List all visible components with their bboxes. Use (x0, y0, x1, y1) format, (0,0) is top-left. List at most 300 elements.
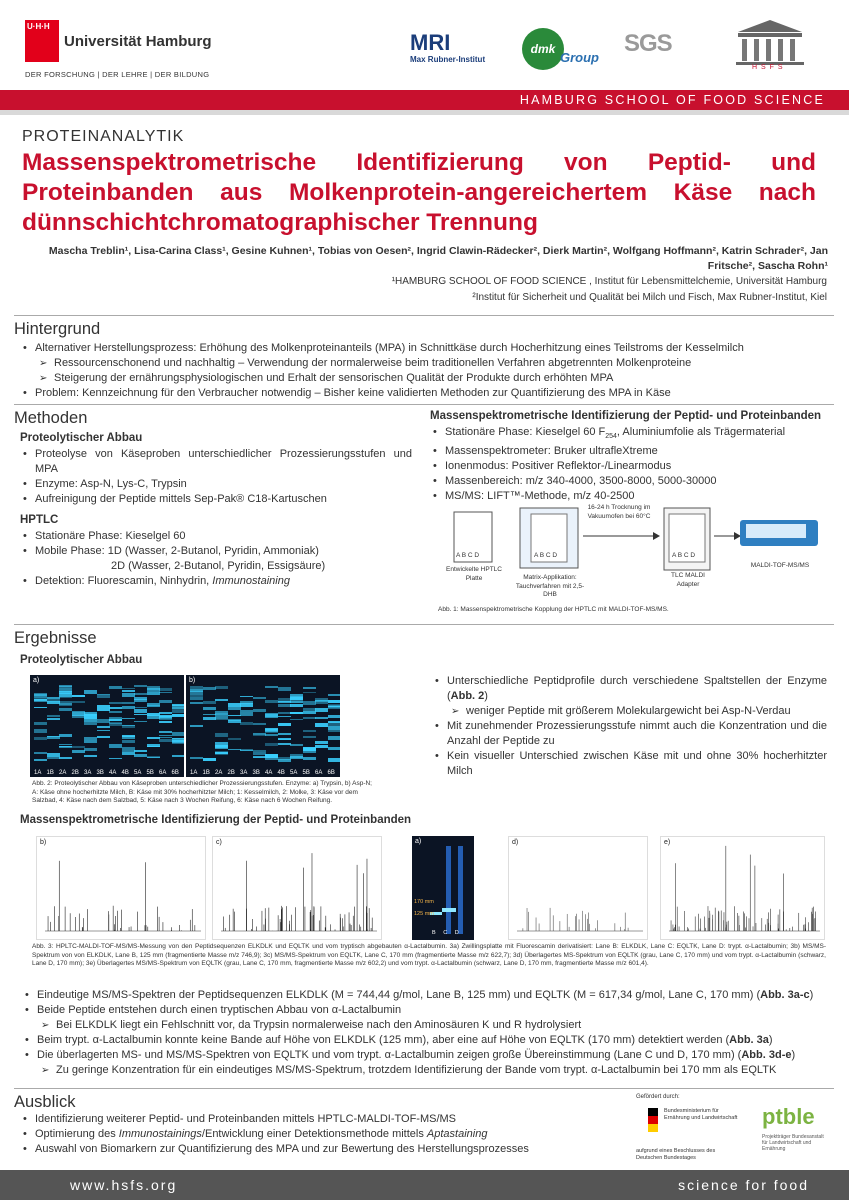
gel-band (278, 712, 291, 714)
gel-lane (290, 679, 303, 767)
gel-lane (59, 679, 72, 767)
gel-band (328, 700, 341, 703)
gel-band (328, 704, 341, 708)
gel-band (109, 711, 122, 713)
list-item-text: ) (768, 1034, 773, 1046)
gel-lane (34, 679, 47, 767)
gel-band (47, 701, 60, 704)
gel-band (122, 690, 135, 692)
gel-band (303, 708, 316, 712)
gel-band (328, 736, 341, 739)
gel-lane-label: 2A (215, 770, 223, 776)
footer-website-link[interactable]: www.hsfs.org (70, 1177, 178, 1193)
list-item-text: Eindeutige MS/MS-Spektren der Peptidsequenzen ELKDLK (M = 744,44 g/mol, Lane B, 125 mm) und EQLTK (M = 617,34 g/mol, Lane C, 170 mm) ( (37, 989, 761, 1001)
gel-lane-label: 4B (277, 770, 285, 776)
gel-band (190, 757, 203, 759)
diagram-label-maldi: MALDI-TOF-MS/MS (750, 562, 810, 569)
plate-lane-labels: B C D (432, 930, 459, 936)
gel-band (328, 726, 341, 730)
figure-caption-1: Abb. 1: Massenspektrometrische Kopplung der HPTLC mit MALDI-TOF-MS/MS. (438, 606, 669, 613)
gel-lane (190, 679, 203, 767)
ptble-subtitle: Projektträger Bundesanstalt für Landwirtschaft und Ernährung (762, 1134, 824, 1152)
gel-band (122, 736, 135, 738)
bullet-list (430, 425, 830, 504)
gel-band (109, 702, 122, 704)
gel-band (34, 693, 47, 696)
gel-lane-label: 4A (109, 770, 117, 776)
gel-image-b (186, 675, 340, 777)
gel-band (147, 713, 160, 716)
gel-band (59, 734, 72, 737)
dmk-logo: dmk (522, 28, 564, 70)
gel-band (147, 705, 160, 706)
gel-band (134, 697, 147, 700)
sgs-logo: SGS (624, 30, 672, 57)
gel-band (240, 722, 253, 725)
gel-band (109, 719, 122, 721)
list-item-bold: Abb. 3a (729, 1034, 769, 1046)
diagram-label-adapter: TLC MALDI Adapter (671, 572, 705, 588)
gel-band (328, 721, 341, 723)
gel-band (253, 756, 266, 758)
gel-lane-label: 4A (265, 770, 273, 776)
hsfs-logo (730, 18, 810, 74)
list-item-text: ) (809, 989, 814, 1001)
gel-band (172, 704, 185, 706)
bullet-list (20, 1112, 620, 1157)
list-item-italic: Immunostaining (212, 575, 290, 587)
spectrum-plot (661, 837, 824, 939)
spectrum-panel-label: c) (216, 839, 222, 846)
list-item: • Identifizierung weiterer Peptid- und Proteinbanden mittels HPTLC-MALDI-TOF-MS/MS (20, 1112, 620, 1127)
gel-band (278, 687, 291, 691)
gel-band (328, 730, 341, 732)
gel-band (315, 717, 328, 719)
section-heading: Methoden (14, 409, 88, 427)
list-item (430, 425, 830, 444)
list-item (20, 559, 412, 574)
gel-band (72, 750, 85, 753)
gel-lane (109, 679, 122, 767)
gel-band (34, 752, 47, 753)
gel-band (159, 721, 172, 723)
list-item (432, 674, 827, 704)
spectrum-panel-label: e) (664, 839, 671, 846)
gel-band (290, 719, 303, 720)
gel-band (290, 744, 303, 745)
methoden-right-column (430, 410, 830, 504)
gel-band (47, 718, 60, 720)
gel-band (109, 707, 122, 709)
gel-band (59, 757, 72, 759)
gel-lane (84, 679, 97, 767)
german-flag-icon (648, 1108, 658, 1132)
subheading-proteolyse-results: Proteolytischer Abbau (20, 654, 143, 666)
affiliation-1: ¹HAMBURG SCHOOL OF FOOD SCIENCE , Institut für Lebensmittelchemie, Universität Hamburg (391, 276, 827, 287)
university-tagline: DER FORSCHUNG | DER LEHRE | DER BILDUNG (25, 70, 210, 79)
gel-lane (328, 679, 341, 767)
list-item: • Alternativer Herstellungsprozess: Erhöhung des Molkenproteinanteils (MPA) in Schnittkäse durch Hocherhitzung eines Teilstroms der Kesselmilch (20, 341, 834, 356)
gel-panel-label: a) (33, 677, 40, 684)
gel-band (315, 700, 328, 704)
gel-band (278, 739, 291, 740)
gel-band (47, 715, 60, 717)
gel-band (203, 701, 216, 704)
list-item: • Ionenmodus: Positiver Reflektor-/Linearmodus (430, 459, 830, 474)
gel-band (147, 692, 160, 695)
gel-band (159, 692, 172, 693)
gel-band (97, 736, 110, 738)
gel-band (122, 706, 135, 709)
subheading-hptlc: HPTLC (20, 514, 59, 526)
gel-lane (265, 679, 278, 767)
list-item-text: Detektion: Fluorescamin, Ninhydrin, (35, 575, 213, 587)
gel-band (59, 693, 72, 697)
gel-band (122, 693, 135, 697)
list-item: ➢ Zu geringe Konzentration für ein eindeutiges MS/MS-Spektrum, trotzdem Identifizierung der Bande vom trypt. α-Lactalbumin bei 170 mm als EQLTK (22, 1063, 832, 1078)
header-divider (0, 110, 849, 115)
mri-logo: MRI (410, 30, 451, 55)
gel-band (34, 759, 47, 761)
gel-band (265, 757, 278, 759)
gel-band (34, 707, 47, 708)
gel-band (47, 697, 60, 699)
gel-lane (122, 679, 135, 767)
gel-band (328, 694, 341, 696)
gel-band (134, 693, 147, 695)
gel-lane-label: 3B (252, 770, 260, 776)
gel-band (109, 686, 122, 689)
gel-band (122, 688, 135, 689)
gel-band (134, 709, 147, 713)
gel-band (240, 712, 253, 716)
gel-band (315, 745, 328, 747)
gel-band (190, 697, 203, 700)
gel-band (253, 709, 266, 712)
gel-band (278, 733, 291, 736)
list-item: • Beide Peptide entstehen durch einen tryptischen Abbau von α-Lactalbumin (22, 1003, 832, 1018)
gel-band (290, 697, 303, 700)
list-item: • Aufreinigung der Peptide mittels Sep-Pak® C18-Kartuschen (20, 492, 412, 507)
gel-band (203, 758, 216, 761)
diagram-label-drying: 16-24 h Trocknung im Vakuumofen bei 60°C (587, 504, 651, 520)
plate-mark-125: 125 mm (414, 911, 434, 917)
gel-band (253, 752, 266, 754)
gel-band (228, 715, 241, 716)
list-item: • Mit zunehmender Prozessierungsstufe nimmt auch die Konzentration und die Anzahl der Peptide zu (432, 719, 827, 749)
gel-band (122, 702, 135, 704)
gel-lane (303, 679, 316, 767)
gel-lane-label: 5A (134, 770, 142, 776)
ptble-logo: ptble (762, 1104, 815, 1129)
gel-lane-label: 6A (315, 770, 323, 776)
gel-band (172, 714, 185, 716)
list-item (22, 1033, 832, 1048)
list-item: • Enzyme: Asp-N, Lys-C, Trypsin (20, 477, 412, 492)
list-item-text: ) (484, 690, 488, 702)
gel-band (147, 744, 160, 748)
gel-band (159, 731, 172, 733)
list-item: ➢ weniger Peptide mit größerem Molekulargewicht bei Asp-N-Verdau (432, 704, 827, 719)
gel-band (97, 726, 110, 728)
spectrum-panel-label: d) (512, 839, 519, 846)
figure-caption-2: Abb. 2: Proteolytischer Abbau von Käseproben unterschiedlicher Prozessierungsstufen. Enzyme: a) Trypsin, b) Asp-N; A: Käse ohne hocherhitzte Milch, B: Käse mit 30% hocherhitzter Milch; 1: Kesselmilch, 2: Molke, 3: Käse vor dem Salzbad, 4: Käse nach dem Salzbad, 5: Käse nach 3 Wochen Reifung, 6: Käse nach 6 Wochen Reifung. (32, 780, 372, 804)
gel-band (172, 740, 185, 743)
gel-band (240, 703, 253, 707)
gel-lane-label: 3A (84, 770, 92, 776)
gel-band (215, 752, 228, 754)
gel-band (59, 744, 72, 745)
section-ergebnisse (14, 624, 834, 648)
gel-lane (203, 679, 216, 767)
gel-band (172, 707, 185, 710)
gel-band (203, 717, 216, 721)
gel-lane (278, 679, 291, 767)
gel-band (278, 716, 291, 718)
gel-lane (172, 679, 185, 767)
list-item: • Massenbereich: m/z 340-4000, 3500-8000, 5000-30000 (430, 474, 830, 489)
gel-band (34, 729, 47, 733)
gel-band (290, 701, 303, 703)
gel-band (290, 704, 303, 706)
bmel-name: Bundesministerium für Ernährung und Landwirtschaft (664, 1108, 738, 1121)
list-item-text: Die überlagerten MS- und MS/MS-Spektren von EQLTK und vom trypt. α-Lactalbumin zeigen große Übereinstimmung (Lane C und D, 170 mm) ( (37, 1049, 742, 1061)
bullet-list (20, 529, 412, 589)
gel-band (122, 726, 135, 728)
gel-lane (315, 679, 328, 767)
gel-band (147, 686, 160, 689)
hsfs-logo-text: H S F S (752, 64, 784, 71)
poster-title: Massenspektrometrische Identifizierung von Peptid- und Proteinbanden aus Molkenprotein-angereichertem Käse nach dünnschichtchromatographischer Trennung (22, 149, 816, 236)
gel-band (278, 704, 291, 707)
gel-band (72, 746, 85, 747)
bullet-list (20, 341, 834, 401)
diagram-label-plate: Entwickelte HPTLC Platte (446, 566, 502, 582)
list-item: • Auswahl von Biomarkern zur Quantifizierung des MPA und zur Bewertung des Herstellungsprozesses (20, 1142, 620, 1157)
ms-spectrum-d (508, 836, 648, 940)
list-item-text: 2D (Wasser, 2-Butanol, Pyridin, Essigsäure) (111, 560, 326, 572)
gel-band (303, 748, 316, 752)
gel-band (72, 715, 85, 718)
list-item: • Kein visueller Unterschied zwischen Käse mit und ohne 30% hocherhitzter Milch (432, 749, 827, 779)
gel-lane (228, 679, 241, 767)
gel-band (34, 698, 47, 700)
gel-band (303, 687, 316, 689)
gel-band (215, 699, 228, 700)
gel-band (265, 734, 278, 736)
gel-band (240, 696, 253, 698)
gel-band (84, 722, 97, 725)
gel-band (190, 725, 203, 728)
university-name: Universität Hamburg (64, 33, 212, 50)
gel-band (59, 708, 72, 711)
gel-band (328, 715, 341, 717)
gel-band (228, 719, 241, 722)
spectrum-plot (213, 837, 381, 939)
affiliation-2: ²Institut für Sicherheit und Qualität bei Milch und Fisch, Max Rubner-Institut, Kiel (472, 292, 827, 303)
gel-band (84, 740, 97, 744)
list-item: • MS/MS: LIFT™-Methode, m/z 40-2500 (430, 489, 830, 504)
gel-band (290, 754, 303, 757)
author-list: Mascha Treblin¹, Lisa-Carina Class¹, Gesine Kuhnen¹, Tobias von Oesen², Ingrid Clawin-Rädecker², Dierk Martin², Wolfgang Hoffmann², Katrin Schrader², Jan Fritsche², Sascha Rohn¹ (48, 245, 828, 272)
gel-lane-label: 6B (171, 770, 179, 776)
gel-band (315, 723, 328, 727)
subheading-proteolyse: Proteolytischer Abbau (20, 432, 143, 444)
gel-band (109, 744, 122, 748)
list-item: • Mobile Phase: 1D (Wasser, 2-Butanol, Pyridin, Ammoniak) (20, 544, 412, 559)
plate-lane (458, 846, 463, 934)
gel-lane (215, 679, 228, 767)
list-item: • Proteolyse von Käseproben unterschiedlicher Prozessierungsstufen und MPA (20, 447, 412, 477)
gel-lane-label: 3A (240, 770, 248, 776)
gel-band (84, 690, 97, 694)
gel-band (303, 692, 316, 694)
header-bar-text: HAMBURG SCHOOL OF FOOD SCIENCE (519, 93, 825, 107)
gel-band (97, 709, 110, 711)
gel-band (240, 749, 253, 752)
gel-lane (147, 679, 160, 767)
list-item-text: Unterschiedliche Peptidprofile durch verschiedene Spaltstellen der Enzyme ( (447, 675, 827, 702)
gel-band (134, 707, 147, 709)
gel-lane-label: 1A (190, 770, 198, 776)
list-item (22, 1048, 832, 1063)
gel-lane (47, 679, 60, 767)
diagram-label-matrix: Matrix-Applikation: Tauchverfahren mit 2,5-DHB (515, 574, 585, 598)
gel-band (159, 712, 172, 714)
list-item: • Massenspektrometer: Bruker ultrafleXtreme (430, 444, 830, 459)
gel-band (265, 713, 278, 717)
gel-band (215, 686, 228, 689)
gel-band (122, 740, 135, 743)
gel-band (147, 756, 160, 758)
spectrum-plot (37, 837, 205, 939)
gel-band (72, 701, 85, 703)
gel-lane-label: 1B (46, 770, 54, 776)
gel-band (253, 733, 266, 736)
gel-band (278, 723, 291, 726)
gel-band (303, 757, 316, 760)
gel-band (134, 750, 147, 752)
uhh-logo-mark: U·H·H (25, 20, 59, 62)
list-item-text: , Aluminiumfolie als Trägermaterial (616, 426, 786, 438)
gel-image-a (30, 675, 184, 777)
gel-band (315, 708, 328, 711)
gel-band (47, 753, 60, 757)
gel-band (303, 730, 316, 731)
gel-band (109, 758, 122, 759)
gel-band (47, 757, 60, 759)
gel-band (228, 738, 241, 740)
gel-band (84, 755, 97, 758)
gel-band (203, 707, 216, 710)
gel-lane (253, 679, 266, 767)
gel-lane-label: 2A (59, 770, 67, 776)
list-item: ➢ Steigerung der ernährungsphysiologischen und Erhalt der sensorischen Qualität der Produkte durch erhöhten MPA (20, 371, 834, 386)
gel-band (34, 737, 47, 740)
plate-panel-label: a) (415, 838, 422, 845)
gel-lane-label: 6B (327, 770, 335, 776)
list-item: • Problem: Kennzeichnung für den Verbraucher notwendig – Bisher keine validierten Methoden zur Quantifizierung des MPA in Käse (20, 386, 834, 401)
list-item-sub: 254 (605, 433, 617, 441)
gel-band (203, 687, 216, 690)
plate-lane (446, 846, 451, 934)
list-item-text: ) (791, 1049, 796, 1061)
list-item-italic: Aptastaining (426, 1128, 488, 1140)
gel-band (159, 718, 172, 720)
list-item-text: Beim trypt. α-Lactalbumin konnte keine Bande auf Höhe von ELKDLK (125 mm), aber eine auf Höhe von EQLTK (170 mm) detektiert werden ( (37, 1034, 730, 1046)
gel-band (122, 718, 135, 720)
gel-band (97, 705, 110, 709)
plate-band (442, 908, 456, 912)
gel-band (228, 707, 241, 710)
gel-lane-label: 5B (302, 770, 310, 776)
gel-band (134, 685, 147, 687)
ms-results-bullets (22, 988, 832, 1078)
gel-band (47, 736, 60, 738)
gel-band (278, 701, 291, 704)
gel-band (84, 748, 97, 750)
section-heading: Ergebnisse (14, 629, 97, 647)
gel-band (215, 719, 228, 720)
gel-lane (134, 679, 147, 767)
section-heading: Ausblick (14, 1093, 76, 1111)
gel-band (303, 711, 316, 713)
gel-lane (240, 679, 253, 767)
gel-band (97, 719, 110, 723)
gel-band (190, 702, 203, 705)
gel-band (59, 746, 72, 748)
gel-band (203, 714, 216, 715)
subheading-ms-results: Massenspektrometrische Identifizierung der Peptid- und Proteinbanden (20, 814, 412, 826)
mri-logo-subtitle: Max Rubner-Institut (410, 55, 486, 64)
gel-lane-label: 6A (159, 770, 167, 776)
funding-heading: Gefördert durch: (636, 1094, 680, 1100)
gel-band (265, 700, 278, 702)
list-item: • Stationäre Phase: Kieselgel 60 (20, 529, 412, 544)
hptlc-plate-image (412, 836, 474, 940)
list-item-bold: Abb. 2 (450, 690, 485, 702)
gel-band (159, 737, 172, 738)
gel-band (72, 695, 85, 697)
list-item-bold: Abb. 3a-c (760, 989, 810, 1001)
gel-band (328, 747, 341, 750)
gel-band (122, 747, 135, 751)
list-item (20, 1127, 620, 1142)
gel-band (215, 713, 228, 715)
bullet-list (432, 674, 827, 779)
ausblick-bullets (20, 1112, 620, 1157)
gel-panel-label: b) (189, 677, 196, 684)
gel-lane-label: 3B (96, 770, 104, 776)
gel-band (147, 737, 160, 740)
gel-band (134, 714, 147, 715)
gel-band (159, 700, 172, 703)
gel-lane (72, 679, 85, 767)
footer-slogan: science for food (678, 1177, 809, 1193)
gel-band (172, 732, 185, 735)
gel-band (253, 723, 266, 725)
list-item (20, 574, 412, 589)
gel-band (172, 738, 185, 739)
ms-spectrum-c (212, 836, 382, 940)
gel-band (134, 754, 147, 757)
lane-labels: A B C D (456, 552, 480, 559)
hptlc-maldi-diagram (438, 502, 828, 612)
section-hintergrund (14, 315, 834, 401)
list-item-italic: Immunostainings (118, 1128, 202, 1140)
gel-band (303, 717, 316, 719)
gel-band (122, 752, 135, 755)
